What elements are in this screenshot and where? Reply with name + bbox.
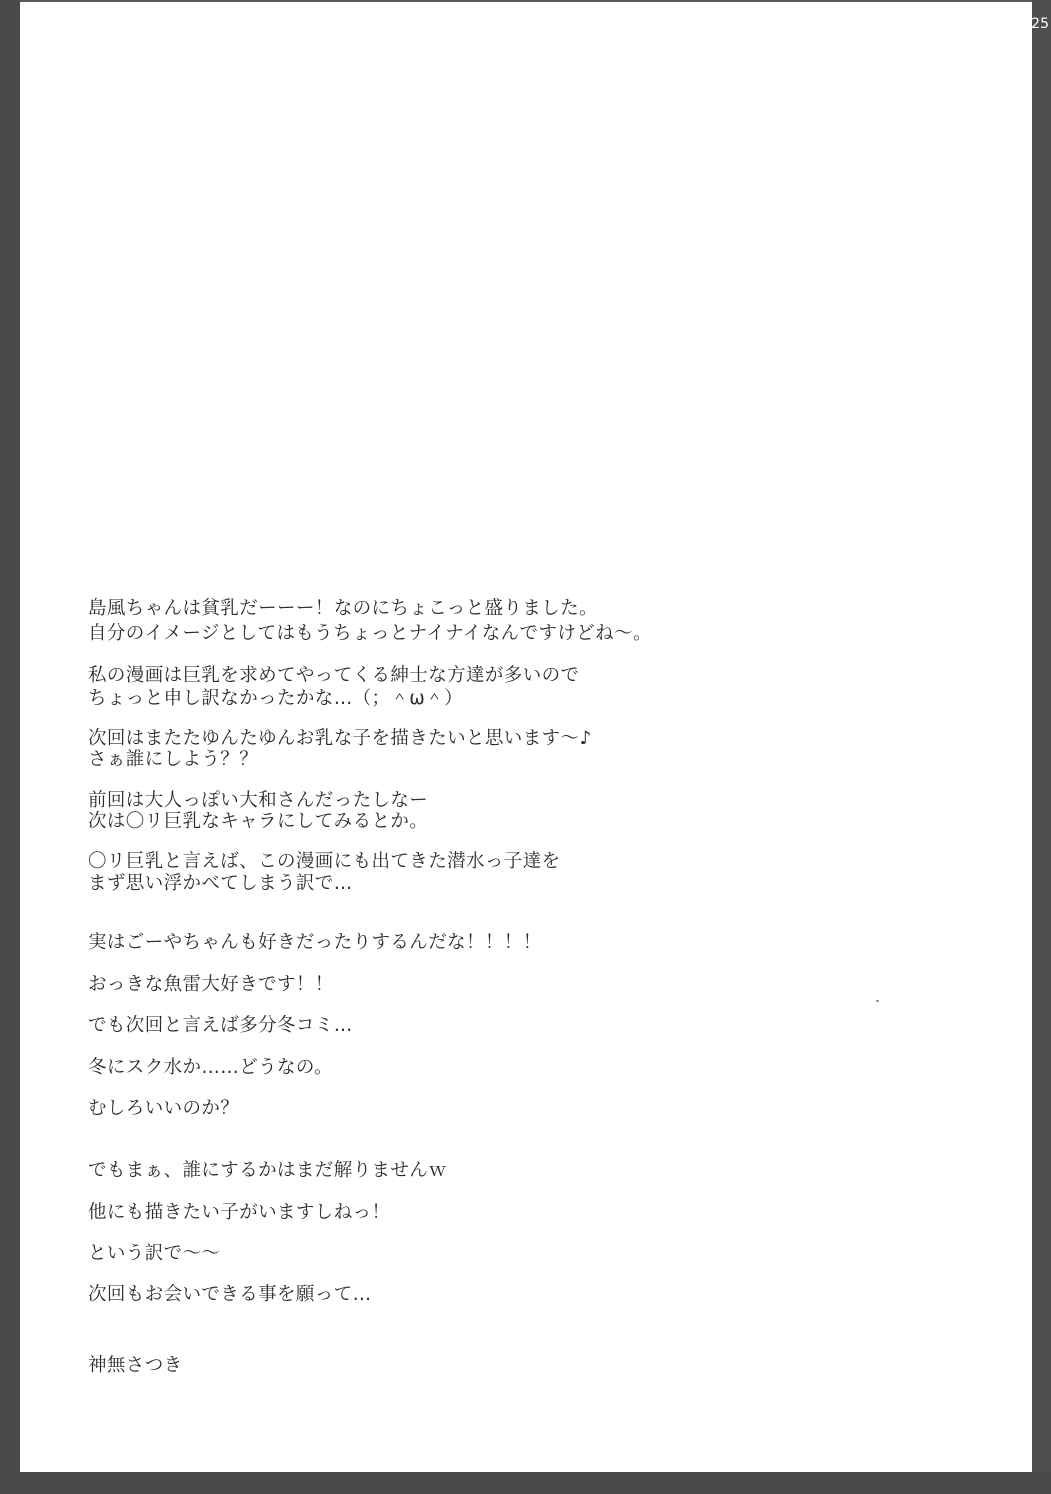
afterword-line: でもまぁ、誰にするかはまだ解りませんｗ bbox=[88, 1160, 448, 1181]
afterword-line: 島風ちゃんは貧乳だーーー！なのにちょこっと盛りました。 bbox=[88, 598, 598, 619]
afterword-line: 〇リ巨乳と言えば、この漫画にも出てきた潜水っ子達を bbox=[88, 851, 561, 872]
afterword-line: 次は〇リ巨乳なキャラにしてみるとか。 bbox=[88, 811, 429, 832]
scan-border-bottom bbox=[0, 1472, 1051, 1494]
afterword-line: 自分のイメージとしてはもうちょっとナイナイなんですけどね～。 bbox=[88, 623, 652, 644]
afterword-line: 私の漫画は巨乳を求めてやってくる紳士な方達が多いので bbox=[88, 665, 580, 686]
afterword-line: 前回は大人っぽい大和さんだったしなー bbox=[88, 790, 429, 811]
afterword-line: おっきな魚雷大好きです！！ bbox=[88, 974, 334, 995]
afterword-line: むしろいいのか？ bbox=[88, 1098, 240, 1119]
author-signature: 神無さつき bbox=[88, 1355, 183, 1376]
afterword-line: 次回はまたたゆんたゆんお乳な子を描きたいと思います～♪ bbox=[88, 728, 592, 749]
afterword-line: まず思い浮かべてしまう訳で… bbox=[88, 873, 353, 894]
afterword-line: 冬にスク水か……どうなの。 bbox=[88, 1057, 333, 1078]
afterword-line: ちょっと申し訳なかったかな…（；＾ω＾） bbox=[88, 688, 463, 709]
afterword-line: でも次回と言えば多分冬コミ… bbox=[88, 1015, 353, 1036]
scan-speck bbox=[876, 1000, 879, 1002]
scan-border-right bbox=[1032, 0, 1051, 1494]
scan-border-left bbox=[0, 0, 20, 1494]
afterword-line: さぁ誰にしよう？？ bbox=[88, 749, 259, 770]
afterword-line: 他にも描きたい子がいますしねっ！ bbox=[88, 1202, 391, 1223]
afterword-line: という訳で～～ bbox=[88, 1243, 221, 1264]
page-number: 25 bbox=[1031, 16, 1049, 32]
afterword-line: 次回もお会いできる事を願って… bbox=[88, 1284, 372, 1305]
afterword-line: 実はごーやちゃんも好きだったりするんだな！！！！ bbox=[88, 932, 542, 953]
